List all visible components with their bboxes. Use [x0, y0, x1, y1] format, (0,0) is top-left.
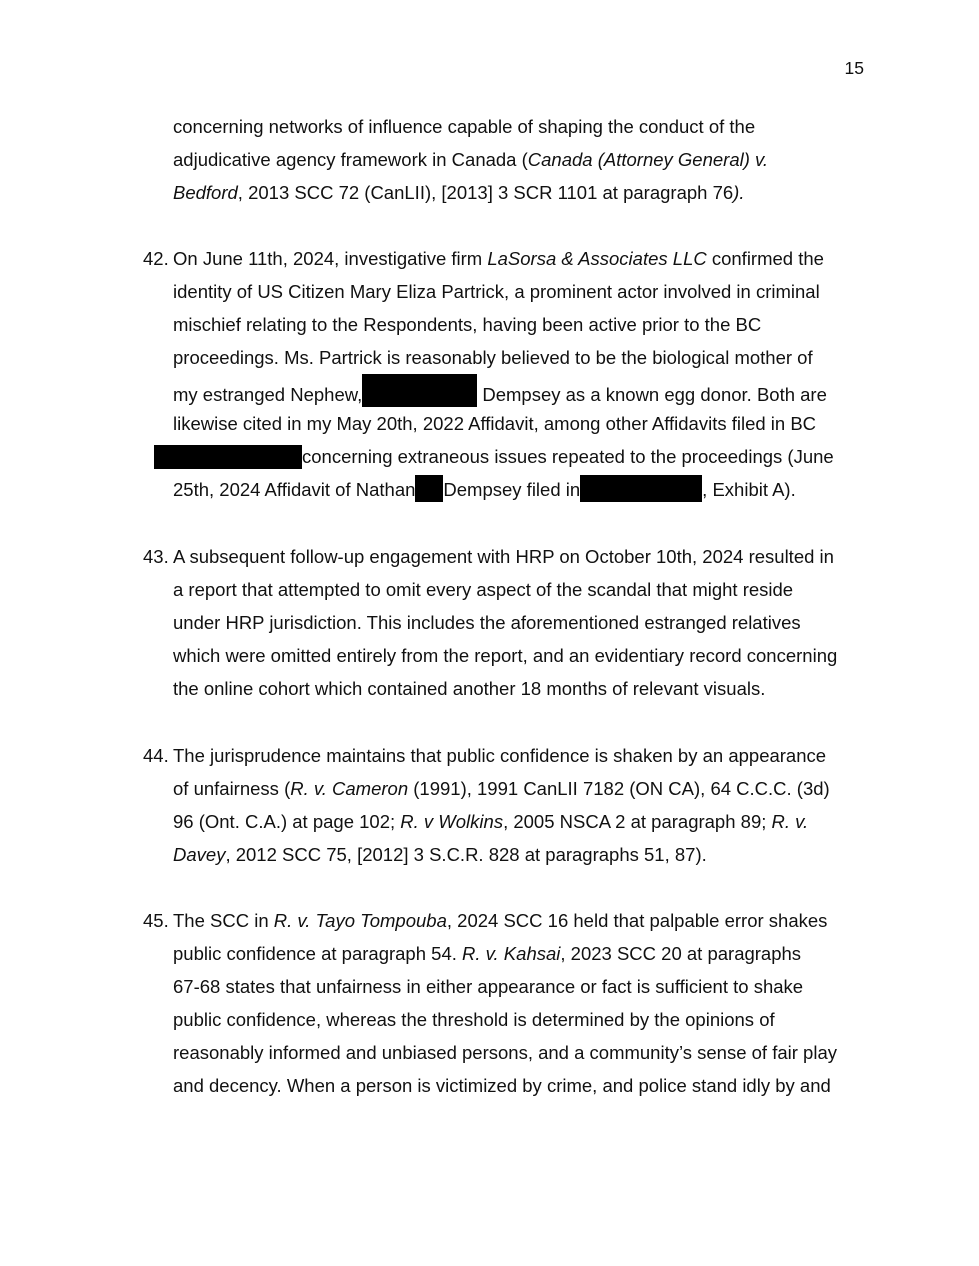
paragraph-number: 42. — [143, 248, 169, 269]
text-line: under HRP jurisdiction. This includes the aforementioned estranged relatives — [173, 612, 801, 633]
text-line: 96 (Ont. C.A.) at page 102; R. v Wolkins, 2005 NSCA 2 at paragraph 89; R. v. — [173, 811, 809, 832]
redaction-box — [154, 445, 302, 469]
redaction-box — [415, 475, 443, 502]
text-line: A subsequent follow-up engagement with HRP on October 10th, 2024 resulted in — [173, 546, 834, 567]
text-line: likewise cited in my May 20th, 2022 Affidavit, among other Affidavits filed in BC — [173, 413, 817, 434]
paragraph-number: 44. — [143, 745, 169, 766]
redaction-box — [362, 374, 477, 407]
text-line: 67-68 states that unfairness in either appearance or fact is sufficient to shake — [173, 976, 804, 997]
case-citation: R. v. Kahsai — [462, 943, 561, 964]
case-citation: R. v. Tayo Tompouba — [273, 910, 447, 931]
text-line: and decency. When a person is victimized by crime, and police stand idly by and — [173, 1075, 831, 1096]
paragraph-45 — [143, 904, 873, 1102]
text-line: a report that attempted to omit every aspect of the scandal that might reside — [173, 579, 794, 600]
text-line: reasonably informed and unbiased persons, and a community’s sense of fair play — [173, 1042, 837, 1063]
redaction-box — [580, 475, 702, 502]
case-citation: Bedford — [173, 182, 238, 203]
text-line: On June 11th, 2024, investigative firm LaSorsa & Associates LLC confirmed the — [173, 248, 824, 269]
case-citation: Davey — [173, 844, 226, 865]
page-number: 15 — [844, 58, 864, 78]
text-line: concerning extraneous issues repeated to the proceedings (June — [154, 440, 873, 473]
text-line: identity of US Citizen Mary Eliza Partrick, a prominent actor involved in criminal — [173, 281, 820, 302]
text-line: public confidence, whereas the threshold is determined by the opinions of — [173, 1009, 775, 1030]
continuation-paragraph — [173, 110, 873, 209]
paragraph-number: 43. — [143, 546, 169, 567]
firm-name: LaSorsa & Associates LLC — [487, 248, 707, 269]
text-line: proceedings. Ms. Partrick is reasonably believed to be the biological mother of — [173, 347, 813, 368]
case-citation: R. v. — [771, 811, 809, 832]
text-line: adjudicative agency framework in Canada (Canada (Attorney General) v. — [173, 149, 769, 170]
text-line: which were omitted entirely from the report, and an evidentiary record concerning — [173, 645, 838, 666]
text-line: public confidence at paragraph 54. R. v. Kahsai, 2023 SCC 20 at paragraphs — [173, 943, 802, 964]
text-line: The jurisprudence maintains that public confidence is shaken by an appearance — [173, 745, 827, 766]
text-line: the online cohort which contained another 18 months of relevant visuals. — [173, 678, 766, 699]
text-line: Bedford, 2013 SCC 72 (CanLII), [2013] 3 SCR 1101 at paragraph 76). — [173, 182, 745, 203]
text-line: Davey, 2012 SCC 75, [2012] 3 S.C.R. 828 at paragraphs 51, 87). — [173, 844, 707, 865]
text-line: 25th, 2024 Affidavit of Nathan Dempsey filed in , Exhibit A). — [173, 473, 873, 506]
text-line: concerning networks of influence capable of shaping the conduct of the — [173, 116, 756, 137]
text-line: my estranged Nephew, Dempsey as a known egg donor. Both are — [173, 374, 873, 407]
text-line: mischief relating to the Respondents, having been active prior to the BC — [173, 314, 762, 335]
paragraph-42 — [143, 242, 873, 506]
paragraph-43 — [143, 540, 873, 705]
text-line: of unfairness (R. v. Cameron (1991), 1991 CanLII 7182 (ON CA), 64 C.C.C. (3d) — [173, 778, 830, 799]
case-citation: R. v Wolkins — [400, 811, 504, 832]
case-citation: R. v. Cameron — [290, 778, 409, 799]
paragraph-44 — [143, 739, 873, 871]
case-citation: Canada (Attorney General) v. — [527, 149, 769, 170]
paragraph-number: 45. — [143, 910, 169, 931]
text-line: The SCC in R. v. Tayo Tompouba, 2024 SCC 16 held that palpable error shakes — [173, 910, 828, 931]
